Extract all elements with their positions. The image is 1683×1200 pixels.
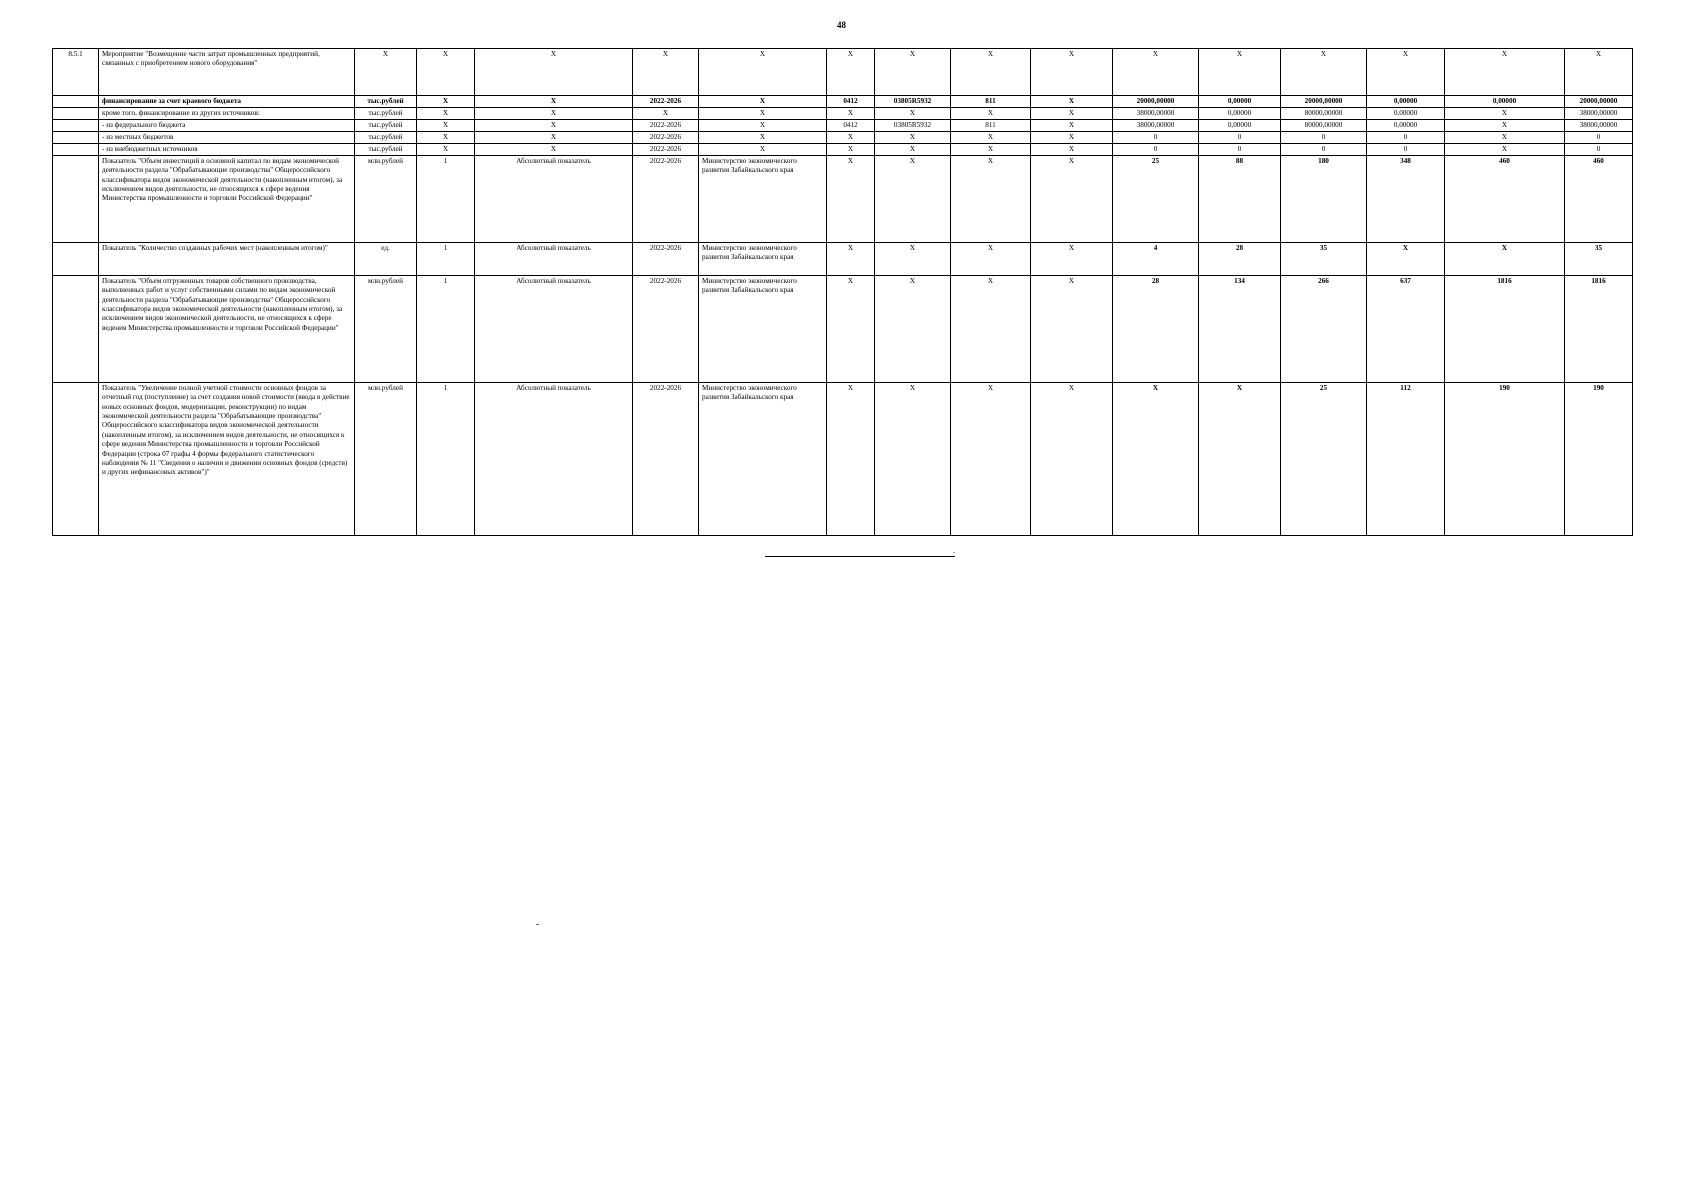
table-cell: 1 [417,383,475,536]
table-cell: X [633,49,699,96]
table-cell: 20000,00000 [1565,96,1633,108]
table-cell: X [827,132,875,144]
table-cell: млн.рублей [355,156,417,243]
table-cell: X [951,383,1031,536]
scan-speck [536,924,539,925]
row-number-cell [53,120,99,132]
row-title-cell: Показатель "Увеличение полной учетной стоимости основных фондов за отчетный год (поступление) за счет создания новой стоимости (ввода в действие новых основных фондов, модернизации, реконструкции) по видам экономической деятельности раздела "Обрабатывающие производства" Общероссийского классификатора видов экономической деятельности (накопленным итогом), за исключением видов деятельности, не относящихся к сфере ведения Министерства промышленности и торговли Российской Федерации (строка 07 графы 4 формы федерального статистического наблюдения № 11 "Сведения о наличии и движении основных фондов (средств) и других нефинансовых активов")" [99,383,355,536]
table-cell: X [827,383,875,536]
row-title-cell: кроме того, финансирование из других источников: [99,108,355,120]
row-number-cell: 8.5.1 [53,49,99,96]
table-cell: Министерство экономического развития Забайкальского края [699,276,827,383]
table-cell: X [699,120,827,132]
table-cell: X [827,243,875,276]
table-cell: X [827,108,875,120]
table-cell: Абсолютный показатель [475,243,633,276]
table-cell: 2022-2026 [633,96,699,108]
table-cell: 460 [1565,156,1633,243]
table-cell: 20000,00000 [1113,96,1199,108]
table-cell: 637 [1367,276,1445,383]
table-cell: X [1031,383,1113,536]
measure-row [53,49,1633,96]
table-cell: 0,00000 [1445,96,1565,108]
table-cell: X [417,96,475,108]
table-cell: 1816 [1565,276,1633,383]
table-cell: 0,00000 [1367,108,1445,120]
row-number-cell [53,243,99,276]
table-cell: X [951,132,1031,144]
table-cell: X [475,108,633,120]
table-cell: 25 [1281,383,1367,536]
financing-row [53,132,1633,144]
table-cell: 0 [1199,132,1281,144]
table-cell: 38000,00000 [1565,120,1633,132]
table-cell: X [417,108,475,120]
table-cell: 4 [1113,243,1199,276]
table-cell: 460 [1445,156,1565,243]
table-cell: 1816 [1445,276,1565,383]
page-number: 48 [837,20,846,30]
table-cell: 2022-2026 [633,132,699,144]
table-cell: 0 [1281,132,1367,144]
table-cell: 35 [1565,243,1633,276]
table-cell: 20000,00000 [1281,96,1367,108]
table-cell: X [1199,49,1281,96]
table-cell: X [417,144,475,156]
table-cell: 25 [1113,156,1199,243]
table-cell: X [699,144,827,156]
row-number-cell [53,108,99,120]
row-title-cell: - из внебюджетных источников [99,144,355,156]
table-cell: 28 [1113,276,1199,383]
table-cell: 180 [1281,156,1367,243]
table-cell: 0,00000 [1199,120,1281,132]
table-cell: 35 [1281,243,1367,276]
table-cell: X [1031,96,1113,108]
table-cell: 0,00000 [1199,108,1281,120]
table-cell: 134 [1199,276,1281,383]
table-cell: Министерство экономического развития Забайкальского края [699,156,827,243]
table-cell: 0412 [827,96,875,108]
table-cell: X [1031,132,1113,144]
table-cell: X [475,96,633,108]
row-number-cell [53,144,99,156]
table-cell: 28 [1199,243,1281,276]
table-cell: 266 [1281,276,1367,383]
table-cell: 2022-2026 [633,144,699,156]
table-cell: Министерство экономического развития Забайкальского края [699,243,827,276]
financing-row [53,120,1633,132]
footer-mark: . [953,546,955,555]
table-cell: X [1445,49,1565,96]
table-cell: 0,00000 [1367,120,1445,132]
table-cell: X [633,108,699,120]
table-cell: X [1031,156,1113,243]
table-cell: X [1113,49,1199,96]
table-cell: X [417,49,475,96]
table-cell: X [1113,383,1199,536]
program-table [52,48,1633,536]
table-cell: Абсолютный показатель [475,156,633,243]
table-cell: X [417,120,475,132]
table-cell: 1 [417,276,475,383]
table-cell: X [875,49,951,96]
table-cell: X [1445,108,1565,120]
table-cell: 0 [1199,144,1281,156]
table-cell: X [827,156,875,243]
table-cell: тыс.рублей [355,96,417,108]
table-cell: X [1031,49,1113,96]
table-cell: X [699,96,827,108]
financing-row [53,144,1633,156]
table-cell: 03805R5932 [875,96,951,108]
table-cell: Абсолютный показатель [475,383,633,536]
table-cell: 2022-2026 [633,276,699,383]
table-cell: 0 [1113,132,1199,144]
table-cell: 0,00000 [1367,96,1445,108]
table-cell: 03805R5932 [875,120,951,132]
table-cell: X [475,120,633,132]
table-cell: 2022-2026 [633,120,699,132]
table-body [53,49,1633,536]
table-cell: 38000,00000 [1565,108,1633,120]
row-title-cell: Показатель "Количество созданных рабочих мест (накопленным итогом)" [99,243,355,276]
table-cell: 0 [1113,144,1199,156]
table-cell: Абсолютный показатель [475,276,633,383]
table-cell: X [355,49,417,96]
table-cell: 80000,00000 [1281,120,1367,132]
table-cell: тыс.рублей [355,108,417,120]
table-cell: 2022-2026 [633,383,699,536]
row-number-cell [53,156,99,243]
table-cell: тыс.рублей [355,144,417,156]
table-cell: X [417,132,475,144]
row-title-cell: финансирование за счет краевого бюджета [99,96,355,108]
table-cell: 190 [1565,383,1633,536]
financing-row [53,96,1633,108]
table-cell: X [1445,120,1565,132]
table-cell: X [875,156,951,243]
table-cell: X [1031,243,1113,276]
table-cell: X [1031,120,1113,132]
table-cell: X [699,132,827,144]
table-cell: 811 [951,96,1031,108]
table-cell: X [951,276,1031,383]
table-cell: 0 [1565,144,1633,156]
row-title-cell: - из местных бюджетов [99,132,355,144]
footer-divider [765,556,955,557]
indicator-row [53,243,1633,276]
table-cell: X [951,144,1031,156]
table-cell: X [875,276,951,383]
indicator-row [53,383,1633,536]
table-cell: 0 [1281,144,1367,156]
table-cell: X [1445,132,1565,144]
row-title-cell: - из федерального бюджета [99,120,355,132]
table-cell: X [1445,144,1565,156]
table-cell: млн.рублей [355,383,417,536]
table-cell: ед. [355,243,417,276]
row-number-cell [53,383,99,536]
table-cell: тыс.рублей [355,132,417,144]
table-cell: X [875,383,951,536]
table-cell: X [1199,383,1281,536]
table-cell: X [1031,108,1113,120]
table-cell: 0 [1367,132,1445,144]
table-cell: X [827,49,875,96]
table-cell: X [875,243,951,276]
row-number-cell [53,96,99,108]
table-cell: тыс.рублей [355,120,417,132]
table-cell: X [475,49,633,96]
table-cell: 348 [1367,156,1445,243]
table-cell: X [875,132,951,144]
row-title-cell: Мероприятие "Возмещение части затрат промышленных предприятий, связанных с приобретением нового оборудования" [99,49,355,96]
table-cell: X [875,108,951,120]
table-cell: X [951,243,1031,276]
indicator-row [53,276,1633,383]
row-number-cell [53,132,99,144]
table-cell: 0,00000 [1199,96,1281,108]
table-cell: 811 [951,120,1031,132]
table-cell: 80000,00000 [1281,108,1367,120]
table-cell: X [1281,49,1367,96]
table-cell: X [951,108,1031,120]
table-cell: X [475,144,633,156]
table-cell: X [875,144,951,156]
table-cell: млн.рублей [355,276,417,383]
table-cell: X [475,132,633,144]
table-cell: X [951,156,1031,243]
table-cell: 0 [1565,132,1633,144]
table-cell: 112 [1367,383,1445,536]
table-cell: 88 [1199,156,1281,243]
table-cell: X [1445,243,1565,276]
table-cell: 190 [1445,383,1565,536]
table-cell: X [1565,49,1633,96]
table-cell: X [1367,243,1445,276]
table-cell: 38000,00000 [1113,108,1199,120]
table-cell: 0412 [827,120,875,132]
table-cell: X [951,49,1031,96]
table-cell: X [1367,49,1445,96]
row-title-cell: Показатель "Объем инвестиций в основной капитал по видам экономической деятельности раздела "Обрабатывающие производства" Общероссийского классификатора видов экономической деятельности (накопленным итогом), за исключением видов деятельности, не относящихся к сфере ведения Министерства промышленности и торговли Российской Федерации" [99,156,355,243]
financing-row [53,108,1633,120]
table-cell: Министерство экономического развития Забайкальского края [699,383,827,536]
table-cell: 2022-2026 [633,243,699,276]
table-cell: X [699,108,827,120]
table-cell: X [1031,144,1113,156]
table-cell: 0 [1367,144,1445,156]
table-cell: X [1031,276,1113,383]
table-cell: X [699,49,827,96]
row-title-cell: Показатель "Объем отгруженных товаров собственного производства, выполненных работ и услуг собственными силами по видам экономической деятельности раздела "Обрабатывающие производства" Общероссийского классификатора видов экономической деятельности (накопленным итогом), за исключением видов экономической деятельности, не относящихся к сфере ведения Министерства промышленности и торговли Российской Федерации" [99,276,355,383]
table-cell: 2022-2026 [633,156,699,243]
table-cell: X [827,144,875,156]
indicator-row [53,156,1633,243]
table-cell: 1 [417,156,475,243]
table-cell: 38000,00000 [1113,120,1199,132]
table-cell: X [827,276,875,383]
table-cell: 1 [417,243,475,276]
row-number-cell [53,276,99,383]
